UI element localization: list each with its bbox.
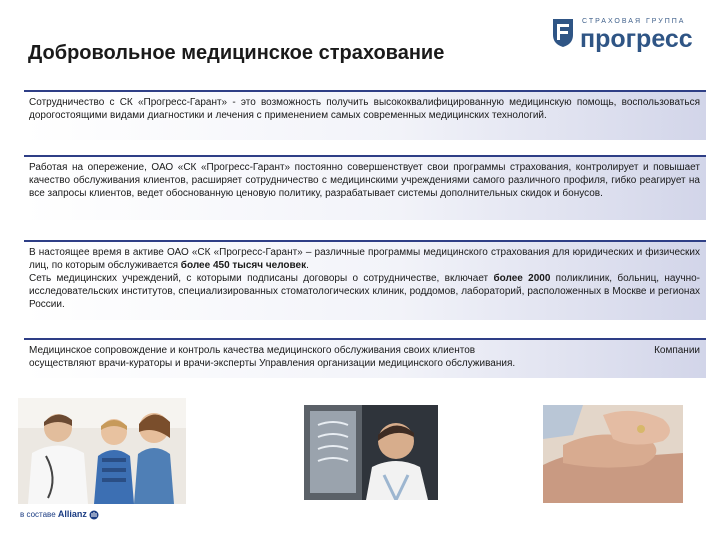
footer-allianz [20, 509, 99, 520]
footer-brand: Allianz [57, 509, 87, 519]
paragraph-cooperation: Сотрудничество с СК «Прогресс-Гарант» - это возможность получить высококвалифицированную медицинскую помощь, воспользоваться дорогостоящими видами диагностики и лечения с применением самых современных медицинских технологий. [29, 97, 700, 121]
support-text-a: Медицинское сопровождение и контроль качества медицинского обслуживания своих клиентов [29, 345, 476, 356]
support-text-c: осуществляют врачи-кураторы и врачи-эксперты Управления организации медицинского обслуживания. [29, 358, 516, 369]
photo-doctor-child [18, 398, 186, 504]
network-text-b: поликлиник, больниц, научно-исследовательских институтов, специализированных стоматологических клиник, роддомов, лабораторий, расположенных в Москве и регионах России. [29, 273, 700, 310]
paragraph-assets [29, 246, 700, 272]
shield-icon [552, 18, 574, 48]
page-title: Добровольное медицинское страхование [28, 42, 445, 64]
text-panel-cooperation [24, 90, 706, 140]
support-first-line [29, 344, 700, 357]
assets-text-a: В настоящее время в активе ОАО «СК «Прогресс-Гарант» – различные программы медицинского страхования для юридических и физических лиц, по которым обслуживается [29, 247, 700, 271]
assets-text-c: . [306, 260, 309, 271]
support-text-b: Компании [654, 345, 700, 356]
text-panel-assets [24, 240, 706, 320]
text-panel-development [24, 155, 706, 220]
logo-name: прогресс [580, 25, 693, 53]
paragraph-network [29, 272, 700, 311]
clinics-count: более 2000 [493, 273, 551, 284]
paragraph-development: Работая на опережение, ОАО «СК «Прогресс-Гарант» постоянно совершенствует свои программы страхования, контролирует и повышает качество обслуживания клиентов, расширяет сотрудничество с медицинскими учреждениями самого различного профиля, гибко реагирует на все запросы клиентов, ведет обоснованную ценовую политику, разрабатывает системы дополнительных скидок и бонусов. [29, 162, 700, 199]
logo-subtitle: СТРАХОВАЯ ГРУППА [582, 18, 686, 25]
photo-holding-hands [543, 405, 683, 503]
company-logo [552, 14, 702, 54]
clients-count: более 450 тысяч человек [180, 260, 307, 271]
network-text-a: Сеть медицинских учреждений, с которыми подписаны договоры о сотрудничестве, включает [29, 273, 494, 284]
photo-doctor-xray [304, 405, 438, 500]
allianz-logo-icon [89, 510, 99, 520]
text-panel-support [24, 338, 706, 378]
footer-prefix: в составе [20, 510, 56, 519]
